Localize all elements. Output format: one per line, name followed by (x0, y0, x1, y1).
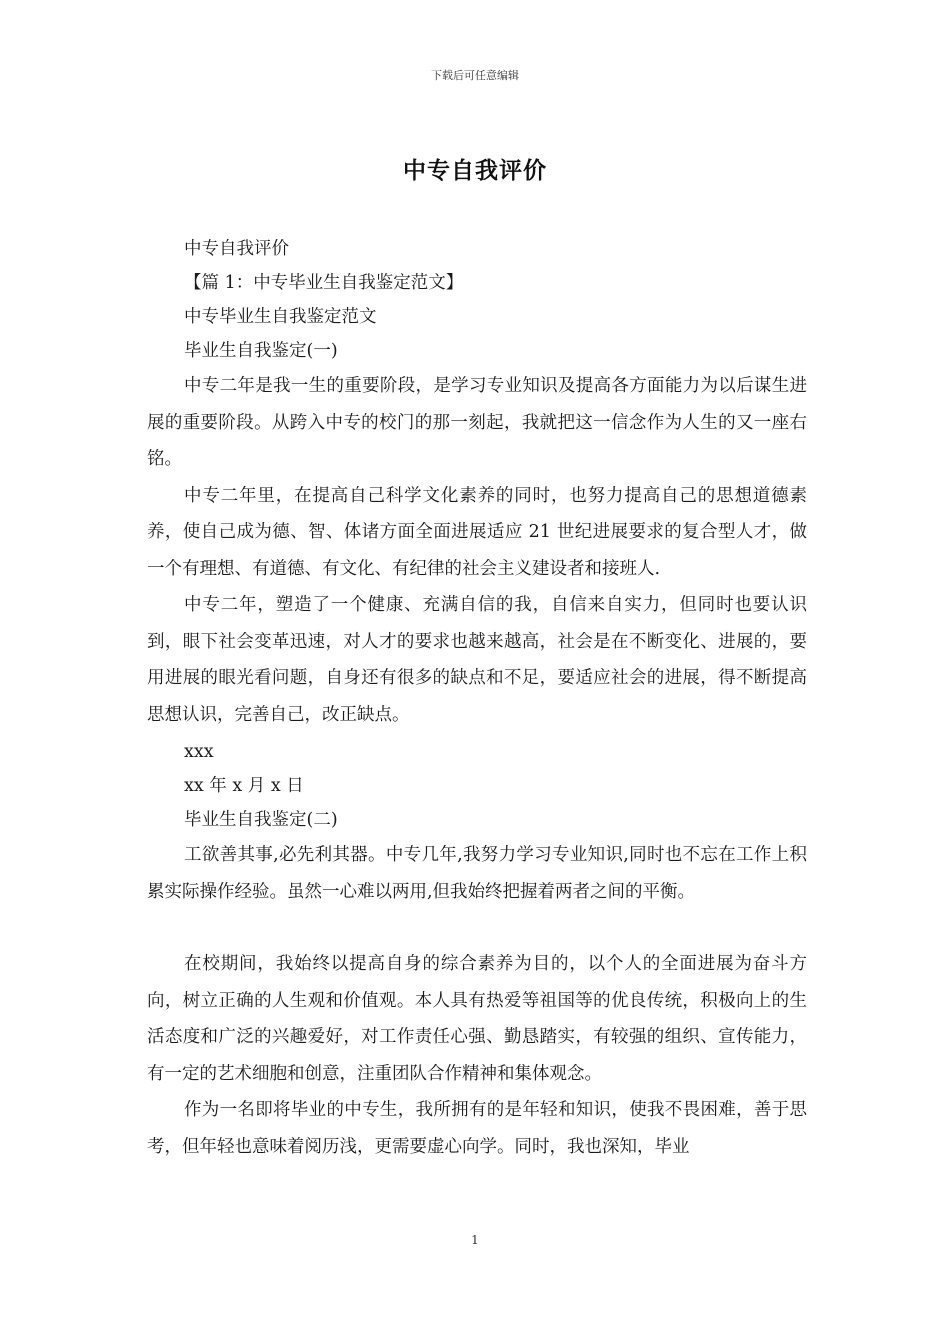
section-heading: 中专毕业生自我鉴定范文 (184, 307, 377, 327)
chapter-heading: 【篇 1：中专毕业生自我鉴定范文】 (184, 273, 464, 293)
document-body (147, 232, 807, 1165)
paragraph-2: 中专二年里，在提高自己科学文化素养的同时，也努力提高自己的思想道德素养，使自己成为德、智、体诸方面全面进展适应 21 世纪进展要求的复合型人才，做一个有理想、有道德、有文化、有纪律的社会主义建设者和接班人. (147, 485, 807, 579)
paragraph-3: 中专二年，塑造了一个健康、充满自信的我，自信来自实力，但同时也要认识到，眼下社会变革迅速，对人才的要求也越来越高，社会是在不断变化、进展的，要用进展的眼光看问题，自身还有很多的缺点和不足，要适应社会的进展，得不断提高思想认识，完善自己，改正缺点。 (147, 595, 807, 725)
section-subheading: 毕业生自我鉴定(一) (184, 341, 338, 361)
signature-date: xx 年 x 月 x 日 (184, 776, 304, 796)
signature-name: xxx (184, 742, 214, 762)
document-title: 中专自我评价 (403, 157, 547, 184)
paragraph-6: 作为一名即将毕业的中专生，我所拥有的是年轻和知识，使我不畏困难，善于思考，但年轻也意味着阅历浅，更需要虚心向学。同时，我也深知，毕业 (147, 1100, 807, 1157)
section-subheading-2: 毕业生自我鉴定(二) (184, 810, 338, 830)
page-header: 下载后可任意编辑 (431, 69, 519, 82)
page-number: 1 (471, 1233, 479, 1247)
paragraph-1: 中专二年是我一生的重要阶段，是学习专业知识及提高各方面能力为以后谋生进展的重要阶段。从跨入中专的校门的那一刻起，我就把这一信念作为人生的又一座右铭。 (147, 376, 807, 469)
paragraph-5: 在校期间，我始终以提高自身的综合素养为目的，以个人的全面进展为奋斗方向，树立正确的人生观和价值观。本人具有热爱等祖国等的优良传统，积极向上的生活态度和广泛的兴趣爱好，对工作责任心强、勤恳踏实，有较强的组织、宣传能力，有一定的艺术细胞和创意，注重团队合作精神和集体观念。 (147, 954, 807, 1084)
subtitle-line: 中专自我评价 (184, 239, 289, 259)
paragraph-4: 工欲善其事,必先利其器。中专几年,我努力学习专业知识,同时也不忘在工作上积累实际操作经验。虽然一心难以两用,但我始终把握着两者之间的平衡。 (147, 845, 807, 902)
